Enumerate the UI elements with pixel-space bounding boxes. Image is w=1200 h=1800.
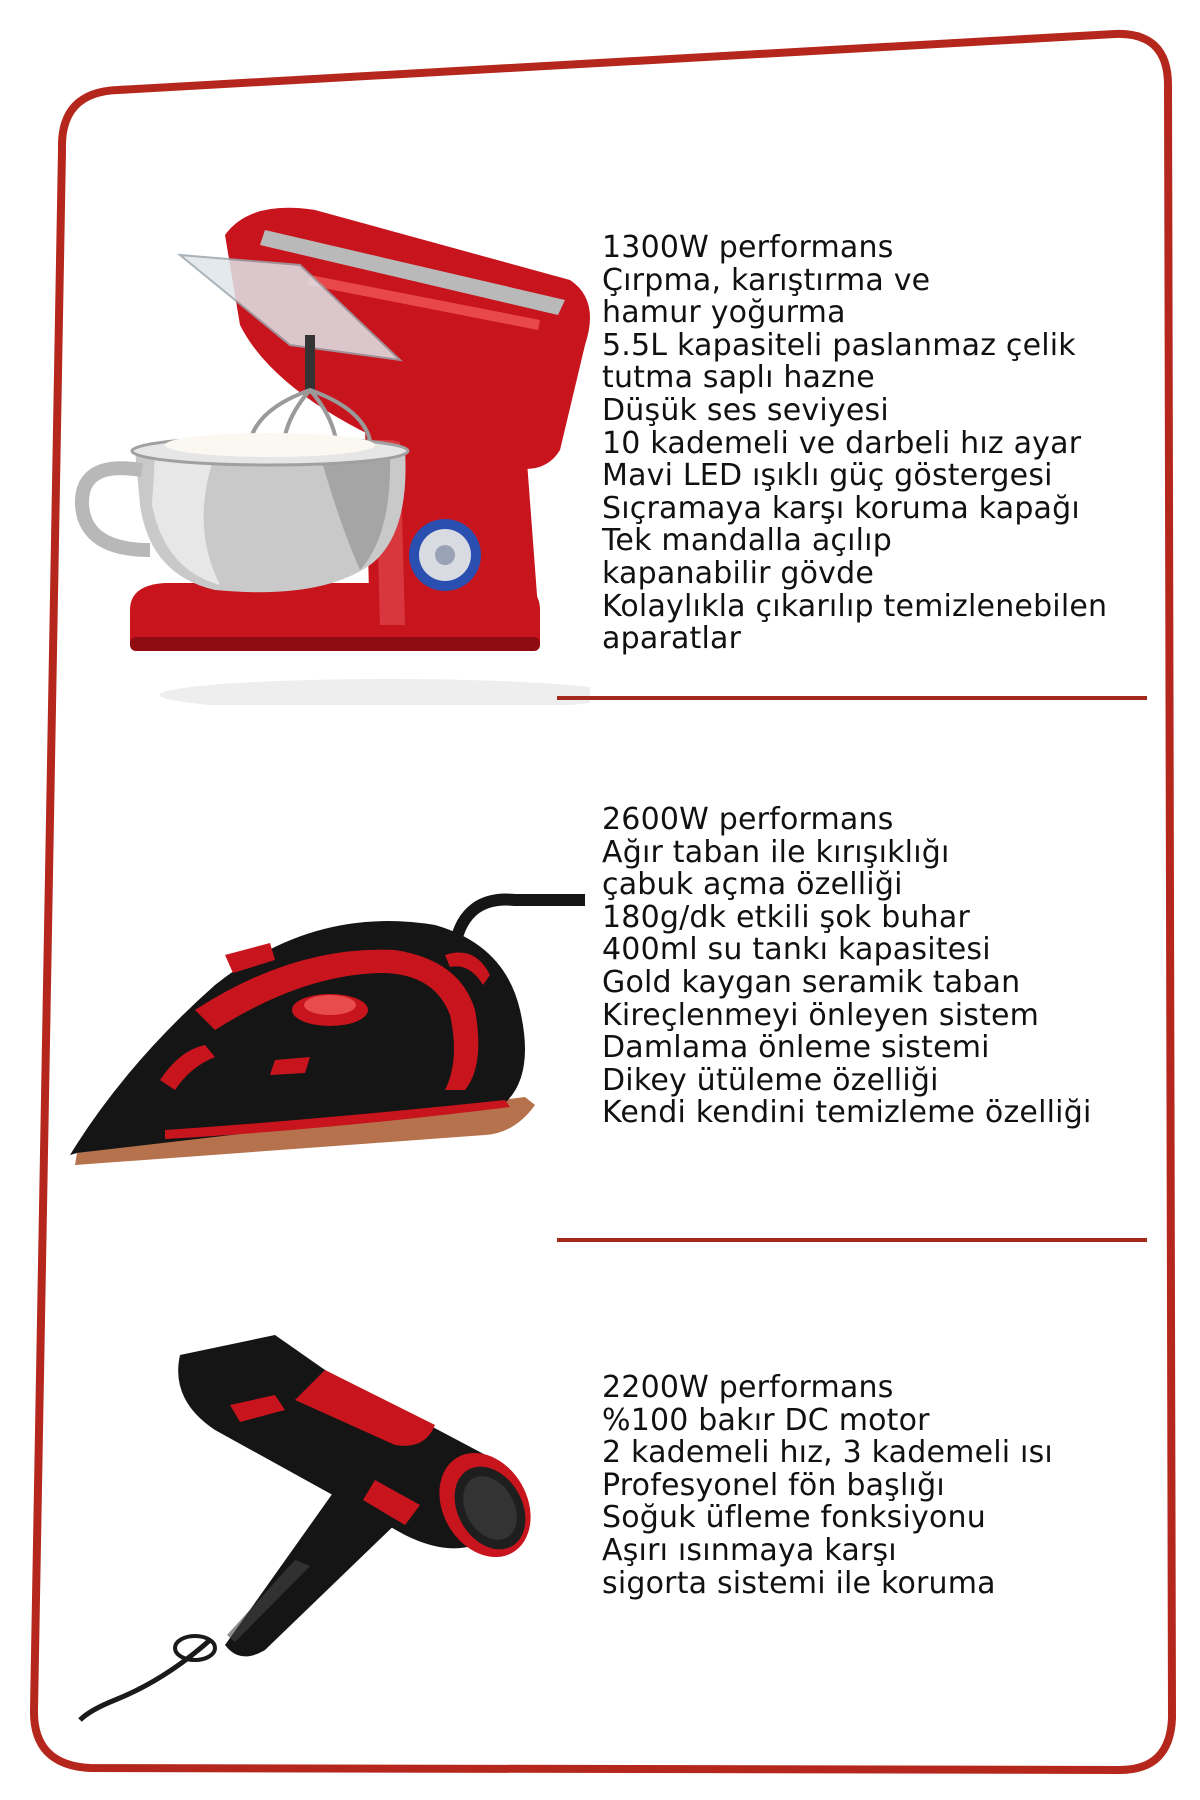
- feature-item: Kendi kendini temizleme özelliği: [602, 1095, 1092, 1131]
- feature-item: Çırpma, karıştırma ve: [602, 262, 931, 298]
- feature-item: Düşük ses seviyesi: [602, 392, 889, 428]
- hair-dryer-feature-list: [602, 1372, 1053, 1600]
- feature-item: Damlama önleme sistemi: [602, 1030, 990, 1066]
- feature-item: hamur yoğurma: [602, 295, 846, 331]
- feature-item: 180g/dk etkili şok buhar: [602, 899, 970, 935]
- feature-item: 2 kademeli hız, 3 kademeli ısı: [602, 1435, 1053, 1471]
- feature-item: 400ml su tankı kapasitesi: [602, 932, 991, 968]
- hair-dryer-icon: [75, 1330, 555, 1730]
- feature-item: aparatlar: [602, 621, 742, 657]
- feature-item: Kolaylıkla çıkarılıp temizlenebilen: [602, 588, 1108, 624]
- feature-item: 1300W performans: [602, 230, 894, 265]
- feature-item: Gold kaygan seramik taban: [602, 964, 1021, 1000]
- feature-item: Mavi LED ışıklı güç göstergesi: [602, 458, 1053, 494]
- feature-item: kapanabilir gövde: [602, 555, 875, 591]
- feature-item: Dikey ütüleme özelliği: [602, 1062, 939, 1098]
- feature-item: Aşırı ısınmaya karşı: [602, 1532, 897, 1568]
- feature-item: tutma saplı hazne: [602, 360, 875, 396]
- feature-item: Sıçramaya karşı koruma kapağı: [602, 490, 1080, 526]
- feature-item: 10 kademeli ve darbeli hız ayar: [602, 425, 1082, 461]
- feature-item: Kireçlenmeyi önleyen sistem: [602, 997, 1040, 1033]
- feature-item: 5.5L kapasiteli paslanmaz çelik: [602, 327, 1076, 363]
- feature-item: Profesyonel fön başlığı: [602, 1467, 945, 1503]
- feature-item: 2600W performans: [602, 802, 894, 837]
- feature-item: Ağır taban ile kırışıklığı: [602, 834, 950, 870]
- feature-item: Tek mandalla açılıp: [602, 523, 892, 559]
- feature-item: %100 bakır DC motor: [602, 1402, 930, 1438]
- feature-item: sigorta sistemi ile koruma: [602, 1565, 996, 1601]
- feature-item: Soğuk üfleme fonksiyonu: [602, 1500, 986, 1536]
- feature-item: çabuk açma özelliği: [602, 867, 903, 903]
- feature-item: 2200W performans: [602, 1370, 894, 1405]
